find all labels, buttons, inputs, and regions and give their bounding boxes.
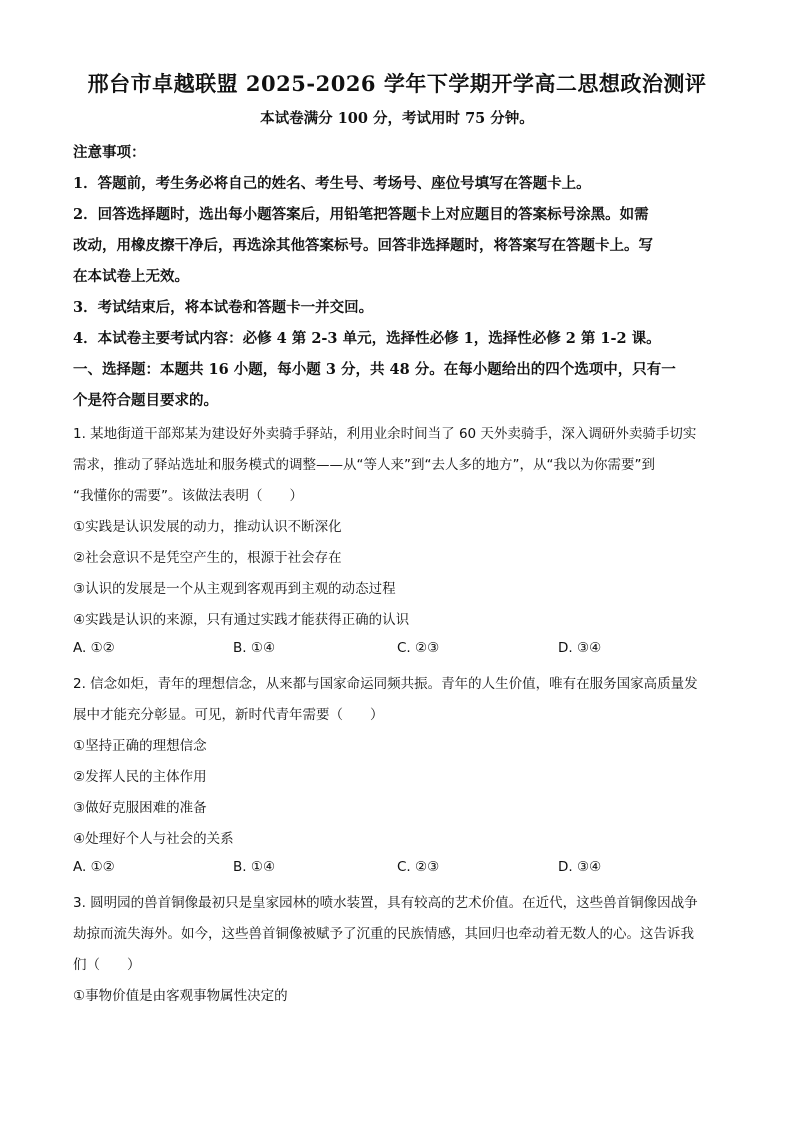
question-2-choice-c: C. ②③ xyxy=(397,859,440,875)
question-1-choice-b: B. ①④ xyxy=(233,640,276,656)
question-1-option-item: ②社会意识不是凭空产生的，根源于社会存在 xyxy=(73,550,342,566)
question-2-choice-d: D. ③④ xyxy=(558,859,602,875)
question-1-choice-c: C. ②③ xyxy=(397,640,440,656)
note-line: 在本试卷上无效。 xyxy=(73,268,189,285)
question-1-choice-d: D. ③④ xyxy=(558,640,602,656)
question-1-stem: 1. 某地街道干部郑某为建设好外卖骑手驿站，利用业余时间当了 60 天外卖骑手，深入调研外卖骑手切实 xyxy=(73,426,697,442)
notes-heading: 注意事项： xyxy=(73,144,146,161)
section-heading: 个是符合题目要求的。 xyxy=(73,392,218,409)
question-1-stem: 需求，推动了驿站选址和服务模式的调整——从“等人来”到“去人多的地方”，从“我以为你需要”到 xyxy=(73,457,655,473)
question-2-choice-a: A. ①② xyxy=(73,859,115,875)
question-2-stem: 2. 信念如炬，青年的理想信念，从来都与国家命运同频共振。青年的人生价值，唯有在服务国家高质量发 xyxy=(73,676,698,692)
question-1-option-item: ④实践是认识的来源，只有通过实践才能获得正确的认识 xyxy=(73,612,410,628)
question-2-option-item: ③做好克服困难的准备 xyxy=(73,800,207,816)
question-2-choice-b: B. ①④ xyxy=(233,859,276,875)
note-line: 3．考试结束后，将本试卷和答题卡一并交回。 xyxy=(73,299,374,316)
question-2-option-item: ①坚持正确的理想信念 xyxy=(73,738,207,754)
page-title: 邢台市卓越联盟 2025-2026 学年下学期开学高二思想政治测评 xyxy=(87,71,707,96)
question-1-choice-a: A. ①② xyxy=(73,640,115,656)
question-3-stem: 3. 圆明园的兽首铜像最初只是皇家园林的喷水装置，具有较高的艺术价值。在近代，这些兽首铜像因战争 xyxy=(73,895,698,911)
section-heading: 一、选择题：本题共 16 小题，每小题 3 分，共 48 分。在每小题给出的四个选项中，只有一 xyxy=(73,361,676,378)
note-line: 1．答题前，考生务必将自己的姓名、考生号、考场号、座位号填写在答题卡上。 xyxy=(73,175,591,192)
question-2-option-item: ②发挥人民的主体作用 xyxy=(73,769,207,785)
question-1-option-item: ①实践是认识发展的动力，推动认识不断深化 xyxy=(73,519,342,535)
question-3-stem: 们（ ） xyxy=(73,957,141,973)
exam-info: 本试卷满分 100 分，考试用时 75 分钟。 xyxy=(260,110,534,127)
question-1-stem: “我懂你的需要”。该做法表明（ ） xyxy=(73,488,303,504)
note-line: 2．回答选择题时，选出每小题答案后，用铅笔把答题卡上对应题目的答案标号涂黑。如需 xyxy=(73,206,649,223)
question-2-option-item: ④处理好个人与社会的关系 xyxy=(73,831,234,847)
question-3-stem: 劫掠而流失海外。如今，这些兽首铜像被赋予了沉重的民族情感，其回归也牵动着无数人的心。这告诉我 xyxy=(73,926,694,942)
note-line: 4．本试卷主要考试内容：必修 4 第 2-3 单元，选择性必修 1，选择性必修 2 第 1-2 课。 xyxy=(73,330,661,347)
question-2-stem: 展中才能充分彰显。可见，新时代青年需要（ ） xyxy=(73,707,384,723)
note-line: 改动，用橡皮擦干净后，再选涂其他答案标号。回答非选择题时，将答案写在答题卡上。写 xyxy=(73,237,653,254)
question-1-option-item: ③认识的发展是一个从主观到客观再到主观的动态过程 xyxy=(73,581,396,597)
question-3-option-item: ①事物价值是由客观事物属性决定的 xyxy=(73,988,288,1004)
